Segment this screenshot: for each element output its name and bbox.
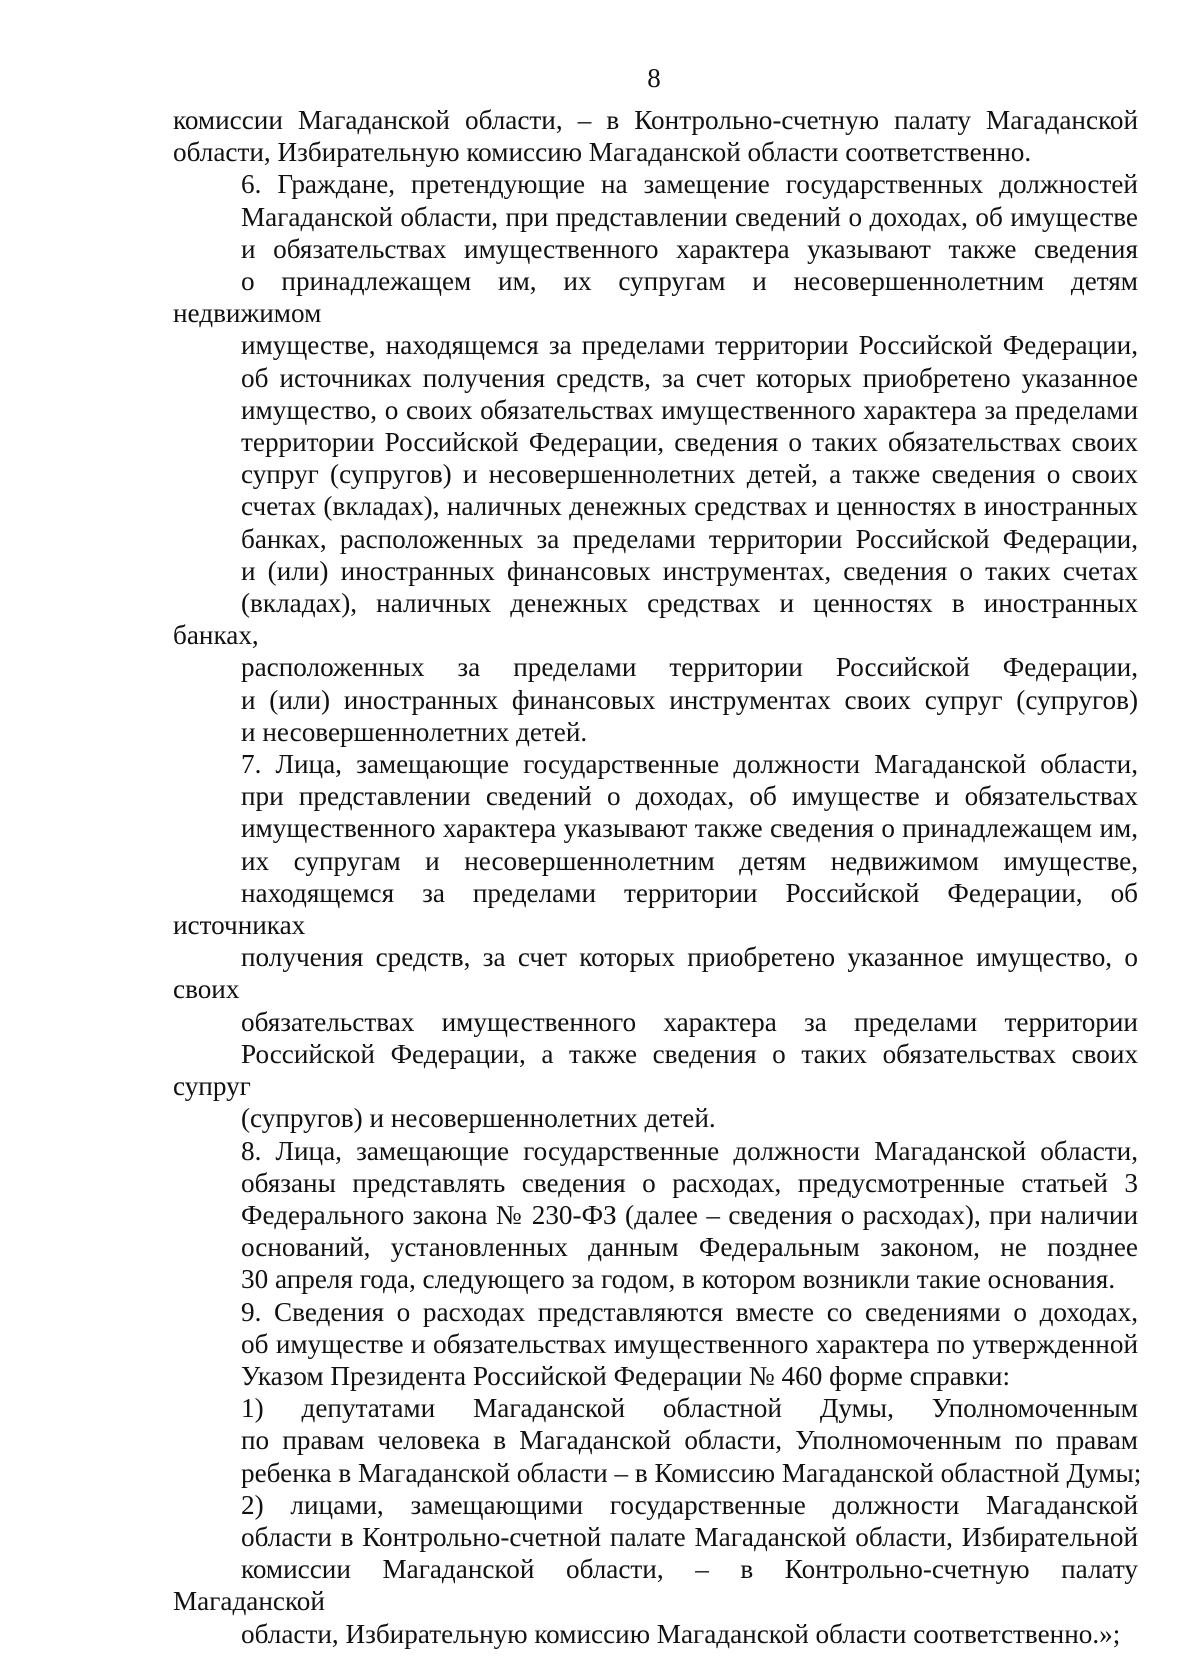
text-line: о принадлежащем им, их супругам и несовершеннолетним детям недвижимом (173, 266, 1138, 329)
text-line: 7. Лица, замещающие государственные должности Магаданской области, (241, 749, 1138, 780)
text-line: обязательствах имущественного характера за пределами территории (241, 1006, 1138, 1037)
text-line: и (или) иностранных финансовых инструментах, сведения о таких счетах (241, 555, 1138, 586)
text-line: получения средств, за счет которых приобретено указанное имущество, о своих (173, 942, 1138, 1005)
text-line: Указом Президента Российской Федерации № 460 форме справки: (241, 1360, 1011, 1391)
paragraph (173, 1135, 1138, 1296)
text-line: счетах (вкладах), наличных денежных средствах и ценностях в иностранных (241, 491, 1138, 522)
text-line: расположенных за пределами территории Российской Федерации, (241, 652, 1138, 683)
text-line: 30 апреля года, следующего за годом, в котором возникли такие основания. (241, 1264, 1116, 1295)
text-line: 9. Сведения о расходах представляются вместе со сведениями о доходах, (241, 1296, 1138, 1327)
text-line: и обязательствах имущественного характера указывают также сведения (241, 233, 1138, 264)
text-line: комиссии Магаданской области, – в Контрольно-счетную палату Магаданской (173, 1554, 1138, 1617)
text-line: области, Избирательную комиссию Магаданской области соответственно.»; (241, 1618, 1121, 1649)
text-line: имущество, о своих обязательствах имущественного характера за пределами (241, 394, 1138, 425)
paragraph (173, 104, 1138, 168)
text-line: об имуществе и обязательствах имущественного характера по утвержденной (241, 1328, 1138, 1359)
page-number: 8 (647, 63, 661, 93)
paragraph (173, 1392, 1142, 1489)
text-line: оснований, установленных данным Федеральным законом, не позднее (241, 1232, 1138, 1263)
text-line: банках, расположенных за пределами территории Российской Федерации, (241, 523, 1138, 554)
text-line: 8. Лица, замещающие государственные должности Магаданской области, (241, 1135, 1138, 1166)
text-line: 6. Граждане, претендующие на замещение государственных должностей (241, 169, 1138, 200)
text-line: Магаданской области, при представлении сведений о доходах, об имуществе (241, 201, 1138, 232)
document-body (173, 104, 1142, 1650)
text-line: 2) лицами, замещающими государственные должности Магаданской (241, 1489, 1138, 1520)
text-line: их супругам и несовершеннолетним детям недвижимом имуществе, (241, 845, 1138, 876)
text-line: Российской Федерации, а также сведения о таких обязательствах своих супруг (173, 1038, 1138, 1102)
paragraph (173, 1296, 1138, 1393)
text-line: обязаны представлять сведения о расходах, предусмотренные статьей 3 (241, 1167, 1138, 1198)
text-line: находящемся за пределами территории Российской Федерации, об источниках (173, 877, 1138, 941)
text-line: 1) депутатами Магаданской областной Думы, Уполномоченным (241, 1393, 1138, 1424)
text-line: при представлении сведений о доходах, об имуществе и обязательствах (241, 781, 1138, 812)
text-line: области в Контрольно-счетной палате Магаданской области, Избирательной (241, 1521, 1138, 1552)
text-line: и (или) иностранных финансовых инструментах своих супруг (супругов) (241, 684, 1138, 715)
text-line: области, Избирательную комиссию Магаданской области соответственно. (173, 137, 1032, 168)
text-line: по правам человека в Магаданской области, Уполномоченным по правам (241, 1425, 1138, 1456)
text-line: (супругов) и несовершеннолетних детей. (241, 1103, 716, 1134)
text-line: имуществе, находящемся за пределами территории Российской Федерации, (241, 330, 1138, 361)
text-line: (вкладах), наличных денежных средствах и ценностях в иностранных банках, (173, 588, 1138, 651)
text-line: территории Российской Федерации, сведения о таких обязательствах своих (241, 427, 1138, 458)
text-line: комиссии Магаданской области, – в Контрольно-счетную палату Магаданской (173, 105, 1138, 135)
text-line: имущественного характера указывают также сведения о принадлежащем им, (241, 813, 1138, 844)
text-line: ребенка в Магаданской области – в Комиссию Магаданской областной Думы; (241, 1457, 1142, 1488)
paragraph (173, 1489, 1138, 1650)
text-line: Федерального закона № 230-ФЗ (далее – сведения о расходах), при наличии (241, 1199, 1138, 1230)
text-line: супруг (супругов) и несовершеннолетних детей, а также сведения о своих (241, 459, 1138, 490)
paragraph (173, 748, 1138, 1134)
text-line: и несовершеннолетних детей. (241, 716, 588, 747)
text-line: об источниках получения средств, за счет которых приобретено указанное (241, 362, 1138, 393)
paragraph (173, 168, 1138, 748)
